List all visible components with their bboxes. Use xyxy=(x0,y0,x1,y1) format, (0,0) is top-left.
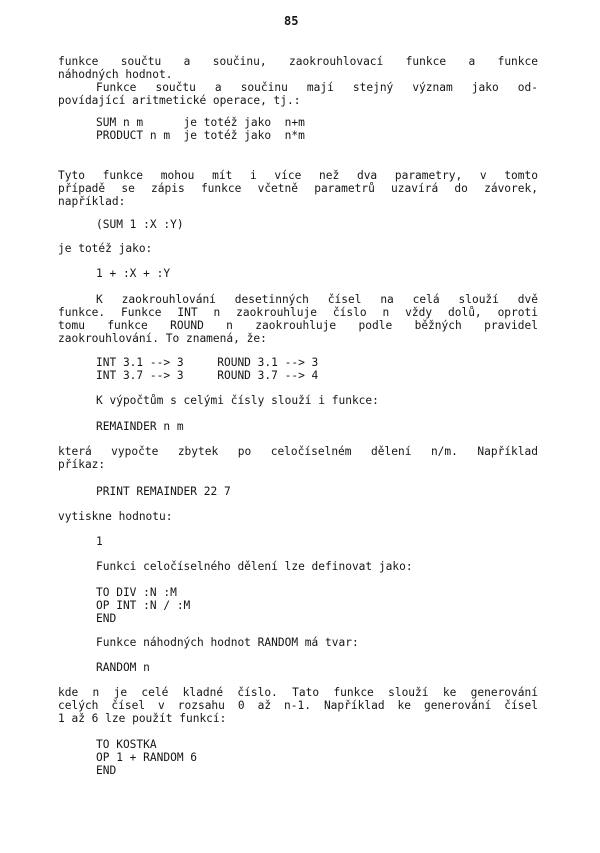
code-rounding-line-1: INT 3.1 --> 3 ROUND 3.1 --> 3 xyxy=(96,356,319,369)
code-div-line-2: OP INT :N / :M xyxy=(96,599,191,612)
code-sum-expression: (SUM 1 :X :Y) xyxy=(96,218,184,231)
paragraph-1-line-2: náhodných hodnot. xyxy=(58,68,173,81)
code-kostka-line-2: OP 1 + RANDOM 6 xyxy=(96,751,198,764)
paragraph-8: vytiskne hodnotu: xyxy=(58,510,173,523)
code-print-remainder: PRINT REMAINDER 22 7 xyxy=(96,485,231,498)
paragraph-3-line-3: například: xyxy=(58,195,126,208)
code-div-line-3: END xyxy=(96,612,117,625)
page-number: 85 xyxy=(284,14,299,28)
code-div-line-1: TO DIV :N :M xyxy=(96,586,177,599)
paragraph-2-line-1: Funkce součtu a součinu mají stejný význam jako od- xyxy=(96,81,538,94)
code-rounding-line-2: INT 3.7 --> 3 ROUND 3.7 --> 4 xyxy=(96,369,319,382)
paragraph-4: je totéž jako: xyxy=(58,242,153,255)
paragraph-1-line-1: funkce součtu a součinu, zaokrouhlovací funkce a funkce xyxy=(58,55,538,68)
paragraph-7-line-1: která vypočte zbytek po celočíselném dělení n/m. Například xyxy=(58,445,538,458)
code-addition-expression: 1 + :X + :Y xyxy=(96,267,171,280)
code-random: RANDOM n xyxy=(96,661,150,674)
code-product-line: PRODUCT n m je totéž jako n*m xyxy=(96,129,305,142)
paragraph-11-line-2: celých čísel v rozsahu 0 až n-1. Například ke generování čísel xyxy=(58,699,538,712)
paragraph-3-line-1: Tyto funkce mohou mít i více než dva parametry, v tomto xyxy=(58,169,538,182)
paragraph-5-line-4: zaokrouhlování. To znamená, že: xyxy=(58,332,267,345)
paragraph-10: Funkce náhodných hodnot RANDOM má tvar: xyxy=(96,636,359,649)
code-sum-line: SUM n m je totéž jako n+m xyxy=(96,116,305,129)
code-kostka-line-3: END xyxy=(96,764,117,777)
code-output-value: 1 xyxy=(96,535,103,548)
paragraph-5-line-2: funkce. Funkce INT n zaokrouhluje číslo n vždy dolů, oproti xyxy=(58,306,538,319)
code-kostka-line-1: TO KOSTKA xyxy=(96,738,157,751)
paragraph-9: Funkci celočíselného dělení lze definovat jako: xyxy=(96,560,413,573)
paragraph-11-line-3: 1 až 6 lze použít funkcí: xyxy=(58,712,227,725)
code-remainder: REMAINDER n m xyxy=(96,420,184,433)
paragraph-11-line-1: kde n je celé kladné číslo. Tato funkce slouží ke generování xyxy=(58,686,538,699)
paragraph-5-line-3: tomu funkce ROUND n zaokrouhluje podle běžných pravidel xyxy=(58,319,538,332)
paragraph-3-line-2: případě se zápis funkce včetně parametrů uzavírá do závorek, xyxy=(58,182,538,195)
paragraph-6: K výpočtům s celými čísly slouží i funkce: xyxy=(96,394,379,407)
paragraph-5-line-1: K zaokrouhlování desetinných čísel na celá slouží dvě xyxy=(96,293,538,306)
paragraph-2-line-2: povídající aritmetické operace, tj.: xyxy=(58,94,301,107)
paragraph-7-line-2: příkaz: xyxy=(58,458,106,471)
